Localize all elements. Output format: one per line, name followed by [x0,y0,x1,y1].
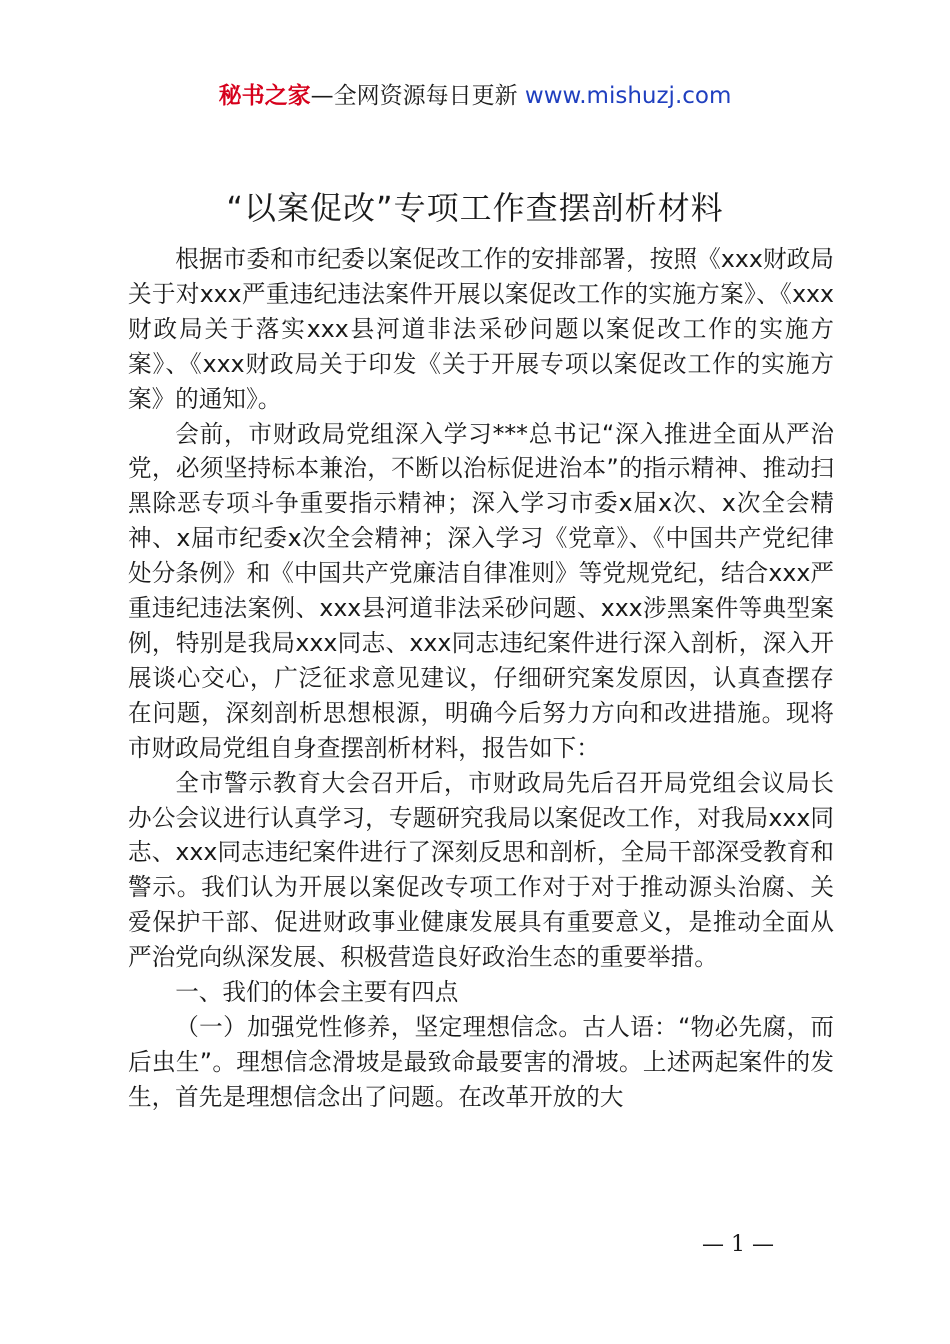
paragraph: （一）加强党性修养，坚定理想信念。古人语：“物必先腐，而后虫生”。理想信念滑坡是最致命最要害的滑坡。上述两起案件的发生，首先是理想信念出了问题。在改革开放的大 [128,1012,834,1111]
site-brand: 秘书之家 [218,83,311,109]
paragraph: 根据市委和市纪委以案促改工作的安排部署，按照《xxx财政局关于对xxx严重违纪违法案件开展以案促改工作的实施方案》、《xxx财政局关于落实xxx县河道非法采砂问题以案促改工作的实施方案》、《xxx财政局关于印发《关于开展专项以案促改工作的实施方案》的通知》。 [128,245,834,413]
section-heading: 一、我们的体会主要有四点 [175,978,459,1007]
document-title: “以案促改”专项工作查摆剖析材料 [226,189,724,227]
document-body [128,242,834,1115]
paragraph: 会前，市财政局党组深入学习***总书记“深入推进全面从严治党，必须坚持标本兼治，不断以治标促进治本”的指示精神、推动扫黑除恶专项斗争重要指示精神；深入学习市委x届x次、x次全会精神、x届市纪委x次全会精神；深入学习《党章》、《中国共产党纪律处分条例》和《中国共产党廉洁自律准则》等党规党纪，结合xxx严重违纪违法案例、xxx县河道非法采砂问题、xxx涉黑案件等典型案例，特别是我局xxx同志、xxx同志违纪案件进行深入剖析，深入开展谈心交心，广泛征求意见建议，仔细研究案发原因，认真查摆存在问题，深刻剖析思想根源，明确今后努力方向和改进措施。现将市财政局党组自身查摆剖析材料，报告如下： [128,419,834,762]
site-url-link[interactable]: www.mishuzj.com [524,83,732,109]
site-banner [0,80,950,112]
page-number: — 1 — [702,1232,774,1257]
site-tagline: —全网资源每日更新 [310,83,518,109]
paragraph: 全市警示教育大会召开后，市财政局先后召开局党组会议局长办公会议进行认真学习，专题研究我局以案促改工作，对我局xxx同志、xxx同志违纪案件进行了深刻反思和剖析，全局干部深受教育和警示。我们认为开展以案促改专项工作对于对于推动源头治腐、关爱保护干部、促进财政事业健康发展具有重要意义，是推动全面从严治党向纵深发展、积极营造良好政治生态的重要举措。 [128,768,834,972]
